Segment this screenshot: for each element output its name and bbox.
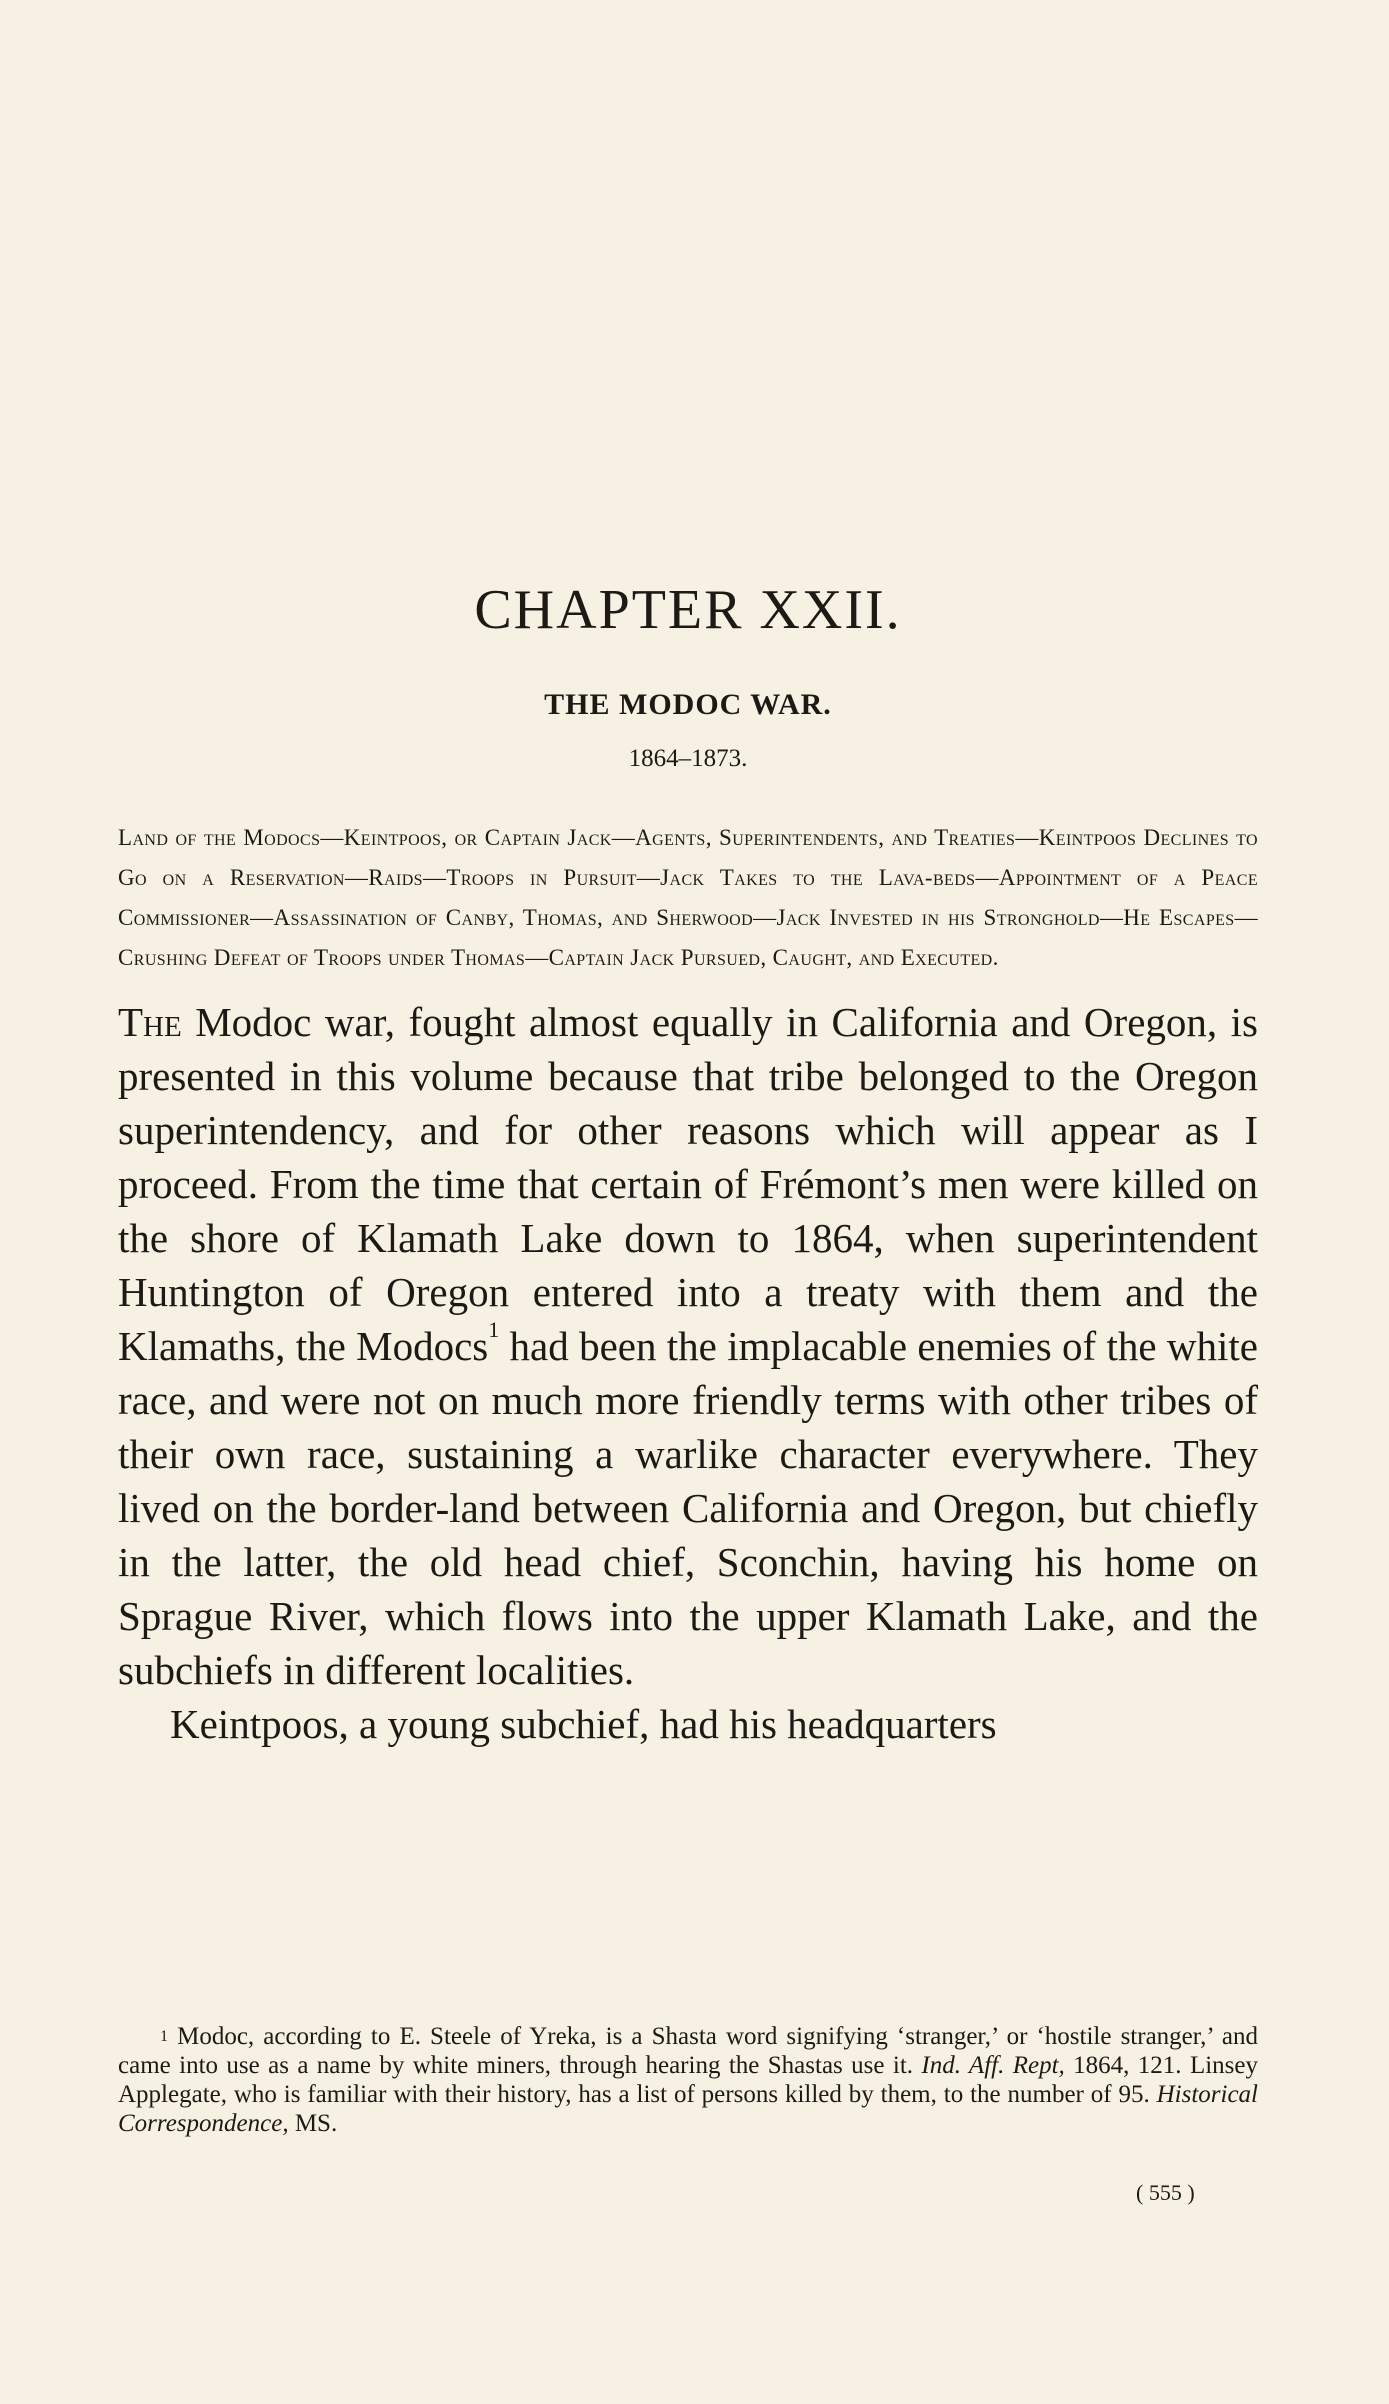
footnote-number: 1 (160, 2028, 168, 2045)
chapter-subtitle: THE MODOC WAR. (544, 688, 832, 721)
footnote-text-c: MS. (288, 2110, 338, 2137)
footnote-text-b: 1864, 121. Linsey Applegate, who is familiar with their history, has a list of persons killed by them, to the number of 95. (118, 2052, 1258, 2108)
page-number: ( 555 ) (1136, 2180, 1195, 2205)
paragraph-1-text-b: had been the implacable enemies of the white race, and were not on much more friendly terms with other tribes of their own race, sustaining a warlike character everywhere. They lived on the border-land between California and Oregon, but chiefly in the latter, the old head chief, Sconchin, having his home on Sprague River, which flows into the upper Klamath Lake, and the subchiefs in different localities. (118, 1323, 1258, 1693)
footnote (118, 2022, 1258, 2138)
paragraph-1-text-a: Modoc war, fought almost equally in California and Oregon, is presented in this volume because that tribe belonged to the Oregon superintendency, and for other reasons which will appear as I proceed. From the time that certain of Frémont’s men were killed on the shore of Klamath Lake down to 1864, when superintendent Huntington of Oregon entered into a treaty with them and the Klamaths, the Modocs (118, 999, 1258, 1369)
paragraph-1 (118, 995, 1258, 1697)
chapter-dates: 1864–1873. (628, 745, 748, 772)
paragraph-2: Keintpoos, a young subchief, had his headquarters (170, 1701, 997, 1747)
footnote-reference: 1 (488, 1317, 500, 1342)
footnote-text-a: Modoc, according to E. Steele of Yreka, is a Shasta word signifying ‘stranger,’ or ‘hostile stranger,’ and came into use as a name by white miners, through hearing the Shastas use it. (118, 2023, 1258, 2079)
chapter-title: CHAPTER XXII. (474, 579, 902, 641)
book-page (118, 0, 1258, 2404)
footnote-citation-1: Ind. Aff. Rept, (921, 2052, 1065, 2079)
chapter-synopsis: Land of the Modocs—Keintpoos, or Captain Jack—Agents, Superintendents, and Treaties—Keintpoos Declines to Go on a Reservation—Raids—Troops in Pursuit—Jack Takes to the Lava-beds—Appointment of a Peace Commissioner—Assassination of Canby, Thomas, and Sherwood—Jack Invested in his Stronghold—He Escapes—Crushing Defeat of Troops under Thomas—Captain Jack Pursued, Caught, and Executed. (118, 825, 1258, 970)
paragraph-lead-word: The (118, 999, 182, 1045)
footnote-citation-2: Historical Correspondence, (118, 2081, 1258, 2137)
body-text (118, 995, 1258, 1751)
